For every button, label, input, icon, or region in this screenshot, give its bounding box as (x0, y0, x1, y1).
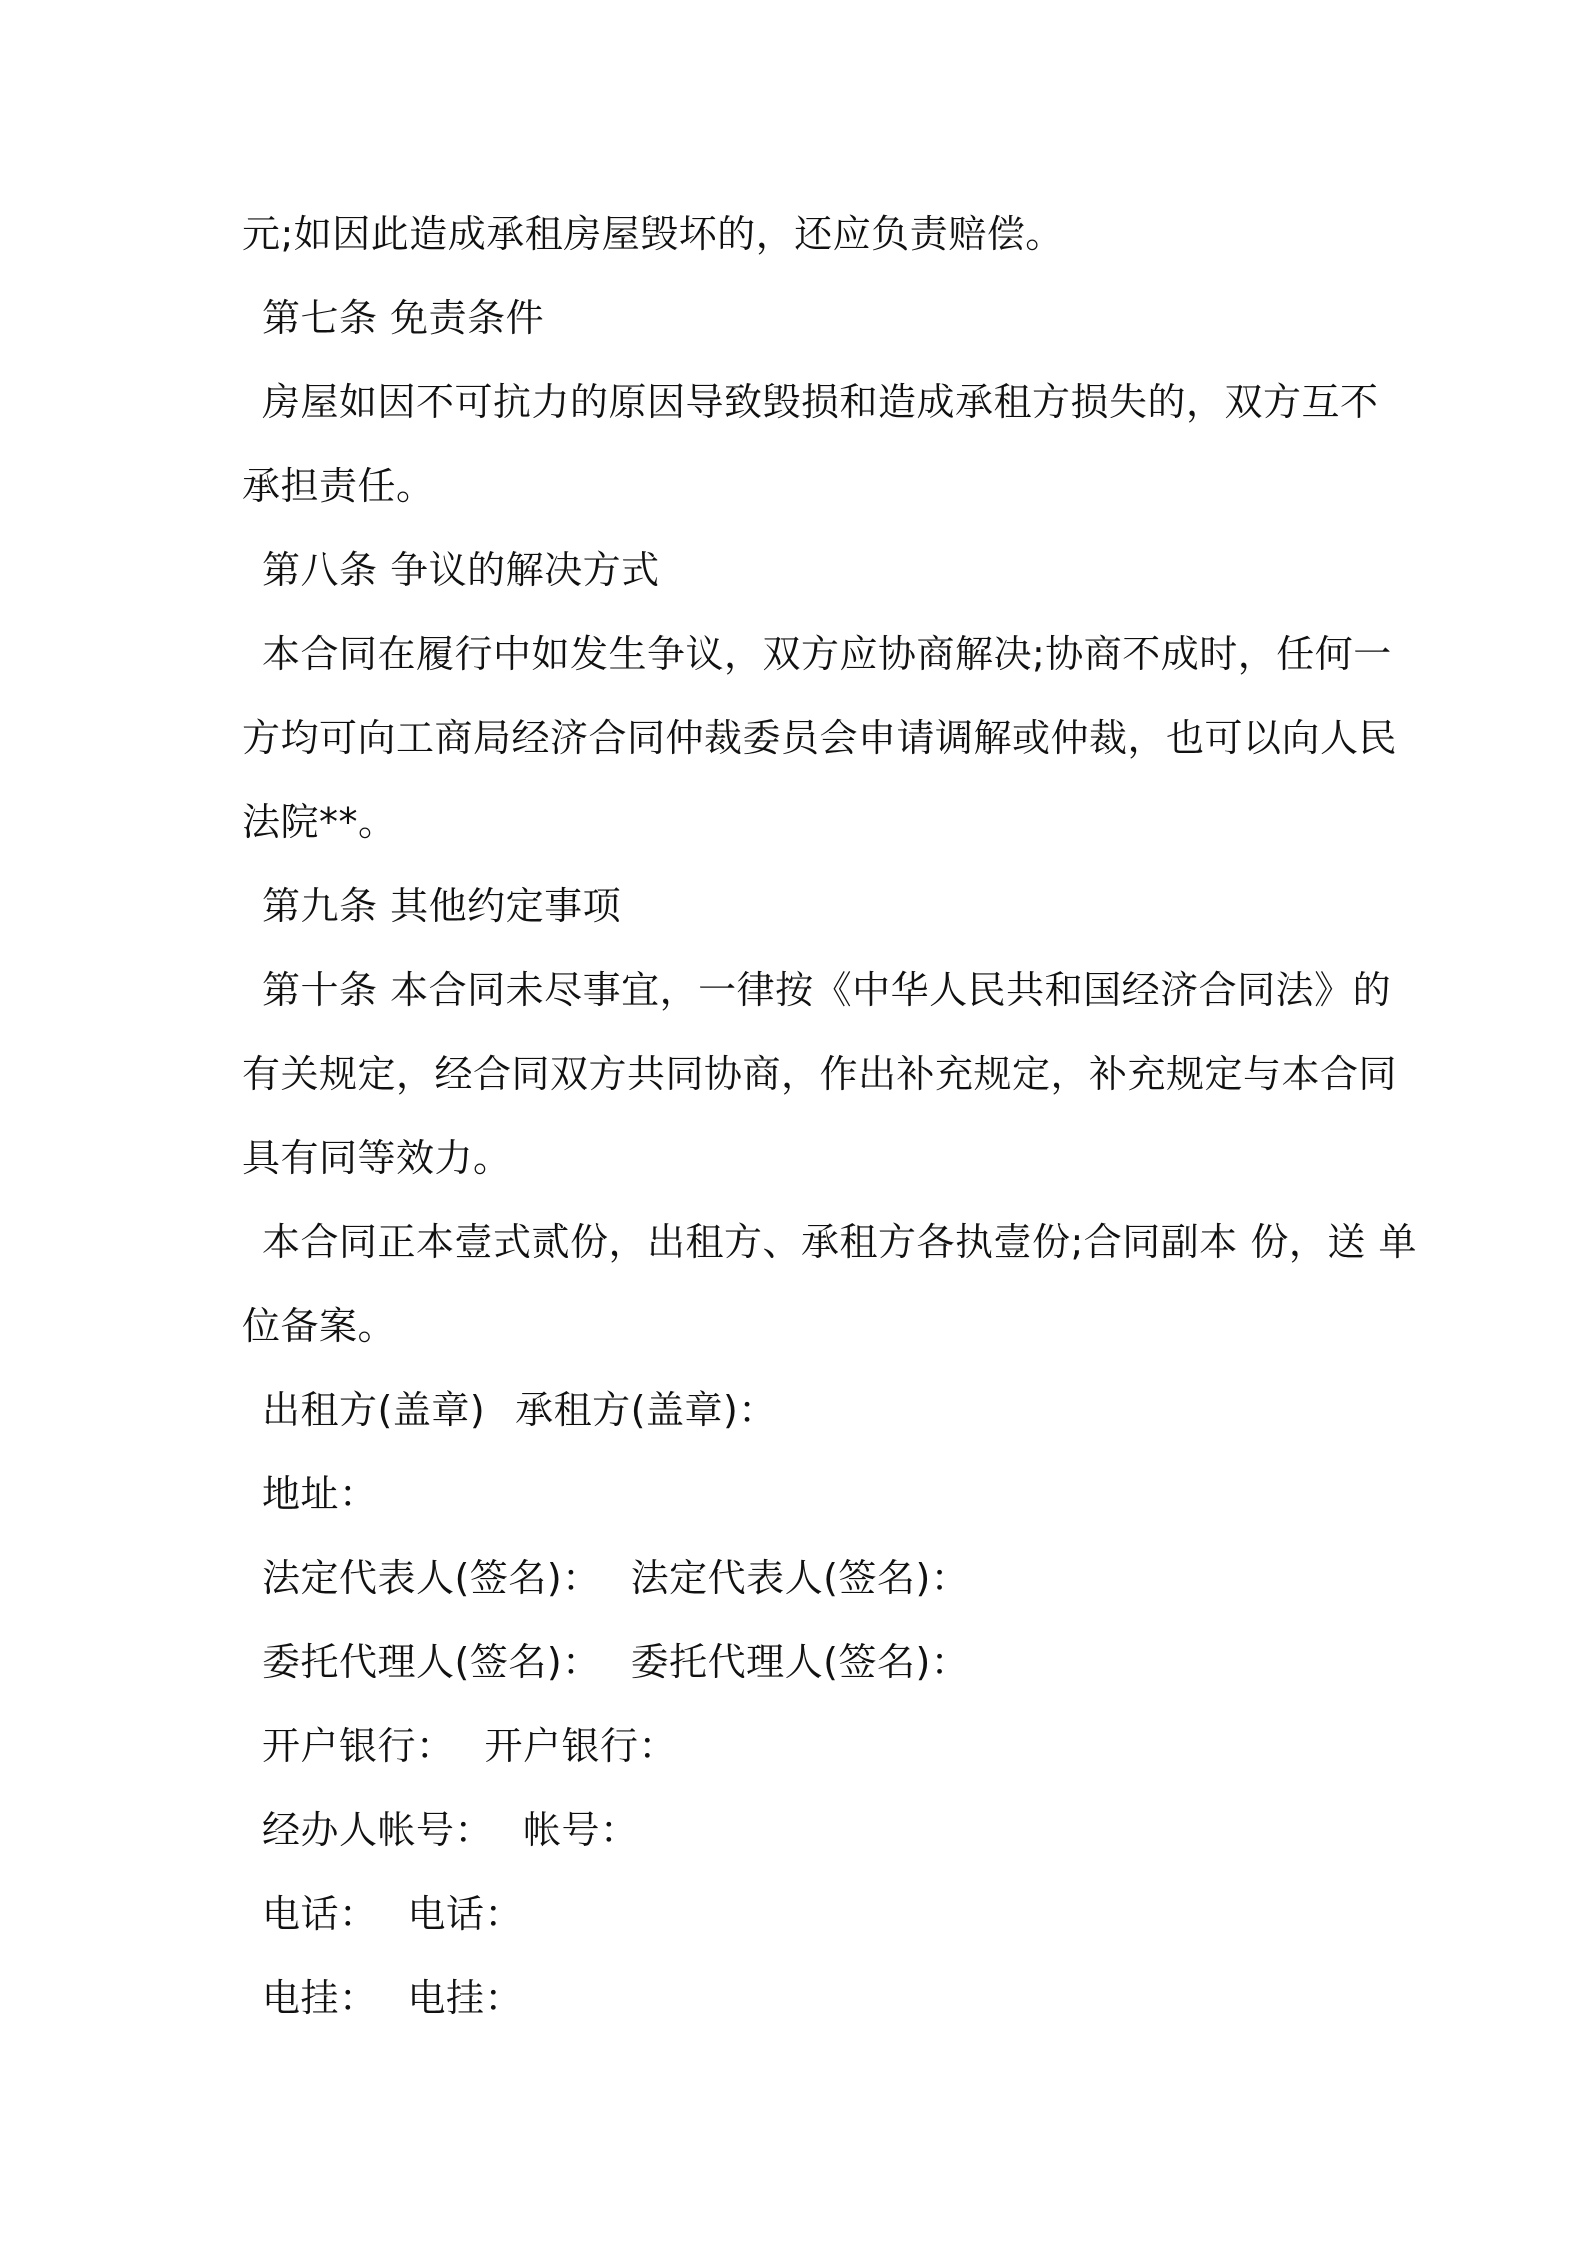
bank-row (242, 1704, 1354, 1788)
legal-rep-right-label: 法定代表人(签名)： (630, 1556, 970, 1600)
article-10-line: 第十条 本合同未尽事宜，一律按《中华人民共和国经济合同法》的 (262, 968, 1392, 1012)
phone-left-label: 电话： (262, 1892, 378, 1936)
bank-right-label: 开户银行： (484, 1724, 678, 1768)
telegraph-right-label: 电挂： (407, 1976, 524, 2020)
paragraph-line: 具有同等效力。 (242, 1136, 512, 1180)
paragraph-line: 本合同在履行中如发生争议，双方应协商解决;协商不成时，任何一 (262, 632, 1392, 676)
article-8-heading: 第八条 争议的解决方式 (262, 548, 660, 592)
telegraph-row (242, 1956, 1354, 2040)
telegraph-left-label: 电挂： (262, 1976, 378, 2020)
account-left-label: 经办人帐号： (262, 1808, 494, 1852)
legal-rep-left-label: 法定代表人(签名)： (262, 1556, 601, 1600)
paragraph-line: 法院**。 (242, 800, 397, 844)
bank-left-label: 开户银行： (262, 1724, 455, 1768)
paragraph-line: 本合同正本壹式贰份，出租方、承租方各执壹份;合同副本 份，送 单 (262, 1220, 1417, 1264)
article-9-heading: 第九条 其他约定事项 (262, 884, 622, 928)
address-label: 地址： (262, 1472, 378, 1516)
legal-rep-row (242, 1536, 1354, 1620)
lessor-seal-label: 出租方(盖章) (262, 1388, 486, 1432)
agent-right-label: 委托代理人(签名)： (630, 1640, 970, 1684)
paragraph-line: 房屋如因不可抗力的原因导致毁损和造成承租方损失的，双方互不 (262, 380, 1379, 424)
paragraph-line: 位备案。 (242, 1304, 397, 1348)
agent-left-label: 委托代理人(签名)： (262, 1640, 601, 1684)
seal-row (242, 1368, 1354, 1452)
account-row (242, 1788, 1354, 1872)
article-7-heading: 第七条 免责条件 (262, 296, 545, 340)
contract-body (242, 192, 1417, 2040)
phone-right-label: 电话： (407, 1892, 524, 1936)
lessee-seal-label: 承租方(盖章)： (515, 1388, 777, 1432)
paragraph-line: 承担责任。 (242, 464, 435, 508)
agent-row (242, 1620, 1354, 1704)
paragraph-line: 元;如因此造成承租房屋毁坏的，还应负责赔偿。 (242, 212, 1064, 256)
phone-row (242, 1872, 1354, 1956)
paragraph-line: 有关规定，经合同双方共同协商，作出补充规定，补充规定与本合同 (242, 1052, 1398, 1096)
account-right-label: 帐号： (523, 1808, 639, 1852)
paragraph-line: 方均可向工商局经济合同仲裁委员会申请调解或仲裁，也可以向人民 (242, 716, 1398, 760)
